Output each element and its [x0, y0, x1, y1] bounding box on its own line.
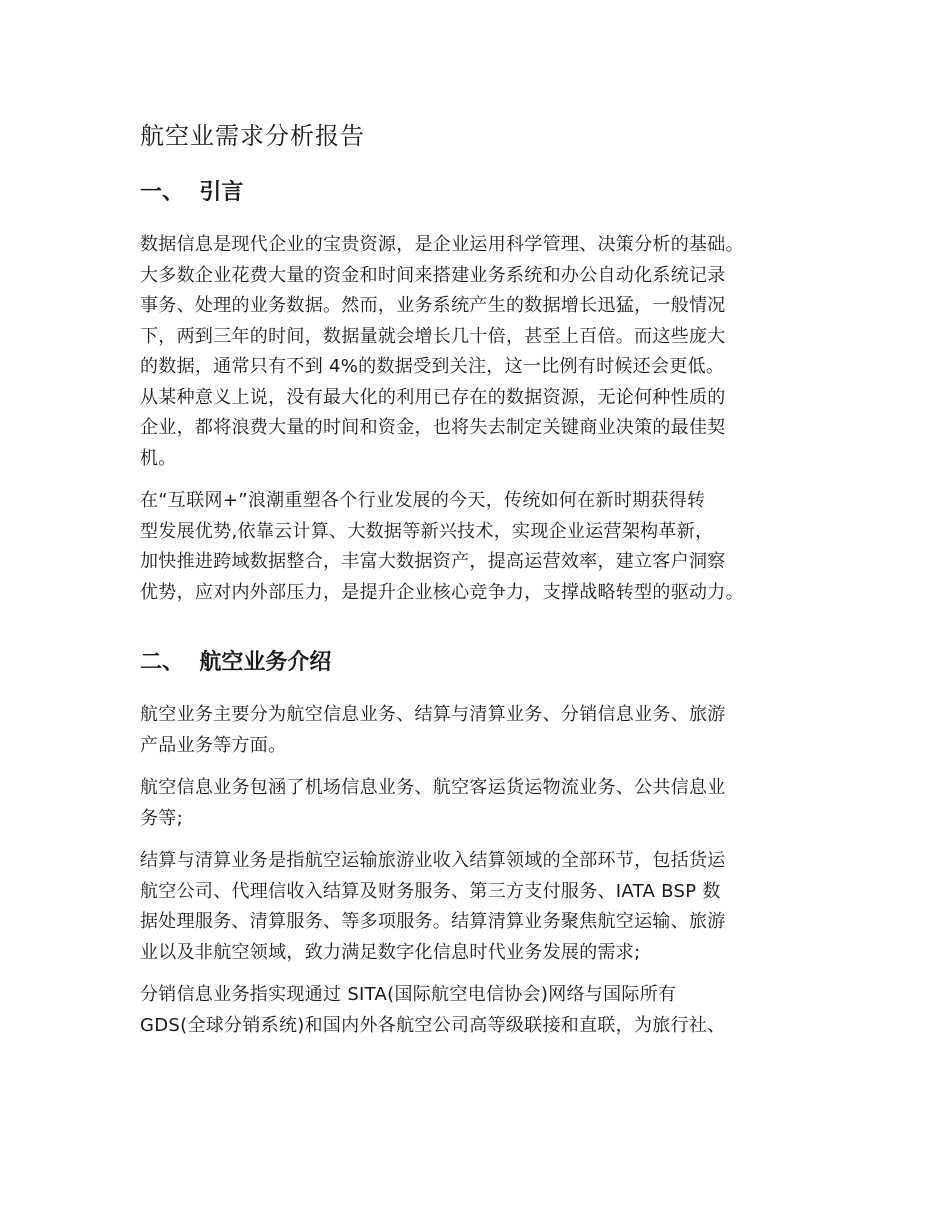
text-line: 在“互联网+”浪潮重塑各个行业发展的今天，传统如何在新时期获得转 [140, 490, 706, 511]
paragraph-distribution-information [140, 980, 830, 1041]
paragraph-data-value [140, 230, 830, 474]
text-line: 型发展优势,依靠云计算、大数据等新兴技术，实现企业运营架构革新， [140, 520, 714, 542]
text-line: 据处理服务、清算服务、等多项服务。结算清算业务聚焦航空运输、旅游 [140, 911, 726, 932]
text-line: 大多数企业花费大量的资金和时间来搭建业务系统和办公自动化系统记录 [140, 264, 726, 286]
text-line: 务等; [140, 807, 183, 829]
text-line: 机。 [140, 447, 177, 469]
text-line: 结算与清算业务是指航空运输旅游业收入结算领域的全部环节，包括货运 [140, 850, 726, 871]
text-line: 业以及非航空领域，致力满足数字化信息时代业务发展的需求; [140, 941, 641, 963]
section-heading-aviation-business: 二、 航空业务介绍 [140, 650, 332, 675]
document-title: 航空业需求分析报告 [140, 122, 365, 150]
paragraph-internet-plus [140, 486, 830, 608]
text-line: 产品业务等方面。 [140, 734, 287, 756]
text-line: 优势，应对内外部压力，是提升企业核心竞争力，支撑战略转型的驱动力。 [140, 581, 744, 603]
paragraph-settlement-clearing [140, 846, 830, 968]
text-line: 分销信息业务指实现通过 SITA(国际航空电信协会)网络与国际所有 [140, 984, 677, 1005]
document-body [140, 118, 830, 1053]
section-heading-introduction: 一、 引言 [140, 180, 244, 205]
paragraph-business-categories [140, 700, 830, 761]
text-line: 航空公司、代理信收入结算及财务服务、第三方支付服务、IATA BSP 数 [140, 880, 721, 902]
text-line: 航空业务主要分为航空信息业务、结算与清算业务、分销信息业务、旅游 [140, 704, 726, 725]
text-line: 的数据，通常只有不到 4%的数据受到关注，这一比例有时候还会更低。 [140, 356, 725, 377]
text-line: 事务、处理的业务数据。然而，业务系统产生的数据增长迅猛，一般情况 [140, 295, 726, 316]
text-line: 数据信息是现代企业的宝贵资源，是企业运用科学管理、决策分析的基础。 [140, 234, 744, 255]
paragraph-aviation-information [140, 773, 830, 834]
text-line: GDS(全球分销系统)和国内外各航空公司高等级联接和直联，为旅行社、 [140, 1014, 726, 1036]
text-line: 航空信息业务包涵了机场信息业务、航空客运货运物流业务、公共信息业 [140, 777, 726, 798]
text-line: 下，两到三年的时间，数据量就会增长几十倍，甚至上百倍。而这些庞大 [140, 325, 726, 347]
text-line: 企业，都将浪费大量的时间和资金，也将失去制定关键商业决策的最佳契 [140, 417, 726, 438]
text-line: 从某种意义上说，没有最大化的利用已存在的数据资源，无论何种性质的 [140, 386, 726, 408]
text-line: 加快推进跨域数据整合，丰富大数据资产，提高运营效率，建立客户洞察 [140, 551, 726, 572]
